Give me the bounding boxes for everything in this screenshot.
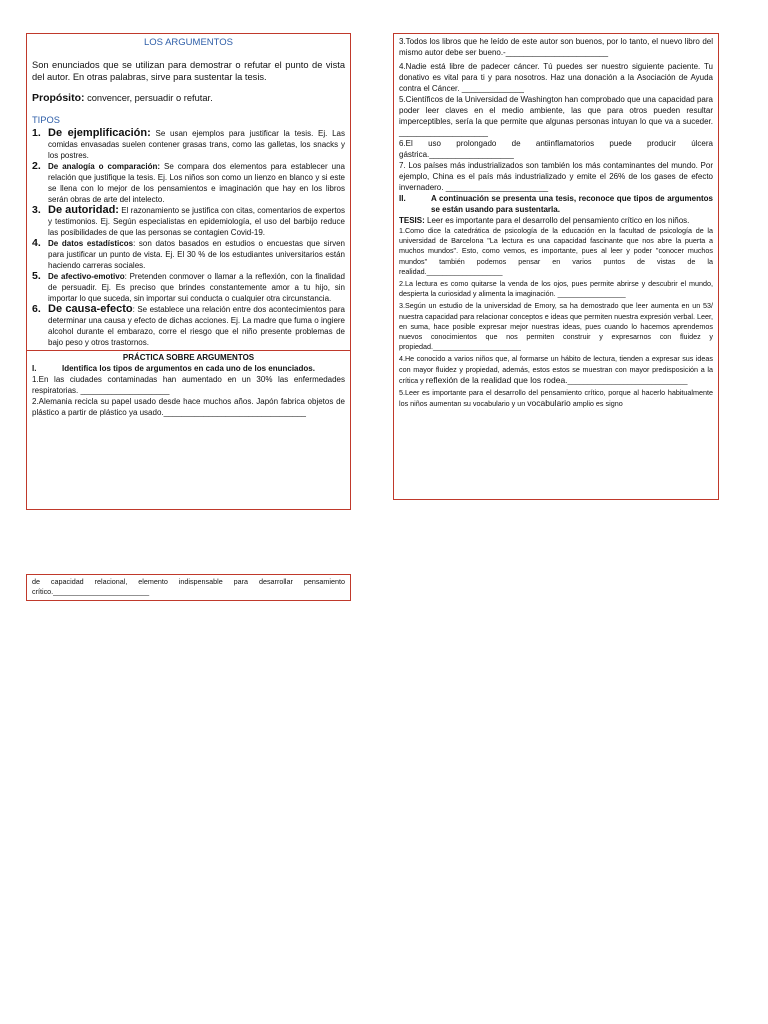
- tipo-item-3: [32, 205, 345, 238]
- tipo-name: De afectivo-emotivo: [48, 271, 125, 281]
- argument-4-part-b: reflexión de la realidad que los rodea.: [425, 374, 568, 385]
- tesis-text: Leer es importante para el desarrollo del pensamiento crítico en los niños.: [424, 216, 690, 225]
- tipo-text: : son datos basados en estudios o encuestas que sirven para justificar un punto de vista. Ej. El 30 % de los estudiantes universitarios están haciendo carreras sociales.: [48, 238, 346, 270]
- exercise-3: 3.Todos los libros que he leído de este autor son buenos, por lo tanto, el nuevo libro del mismo autor debe ser bueno.-_______________________: [399, 37, 713, 57]
- exercise-5: 5.Científicos de la Universidad de Washington han comprobado que una capacidad para poder leer claves en el medio ambiente, las que para otros pueden resultar imperceptibles, sería la que permite que algunas personas intuyan lo que va a suceder. ____________________: [399, 95, 713, 137]
- tipo-text: : Se establece una relación entre dos acontecimientos para determinar una causa y efecto de dichas acciones. Ej. La madre que fuma o ingiere alcohol durante el embarazo, corre el riesgo que el niño presente problemas de bajo peso y otros trastornos.: [48, 304, 345, 347]
- exercise-2: 2.Alemania recicla su papel usado desde hace muchos años. Japón fabrica objetos de plástico a partir de plástico ya usado.________________________________: [32, 396, 345, 417]
- tipo-text: El razonamiento se justifica con citas, comentarios de expertos y testimonios. Ej. Según especialistas en epidemiología, el uso del barbijo reduce las posibilidades de que las personas se contagien Covid-19.: [48, 205, 345, 237]
- section-ii-text: A continuación se presenta una tesis, reconoce que tipos de argumentos se están usando para sustentarla.: [431, 194, 713, 214]
- argument-2: 2.La lectura es como quitarse la venda de los ojos, pues permite abrirse y descubrir el mundo, despierta la curiosidad y alimenta la imaginación. _________________: [399, 279, 713, 299]
- argument-1: 1.Como dice la catedrática de psicología de la educación en la facultad de psicología de la universidad de Barcelona "La lectura es una capacidad fascinante que nos abre la puerta a muchos mundos". Esto, como vemos, es importante, pues al leer y poder "conocer muchos mundos" también podemos pensar en varios puntos de vistas de la realidad.___________________: [399, 226, 713, 276]
- page-title: LOS ARGUMENTOS: [143, 37, 234, 48]
- tipo-name: De ejemplificación:: [48, 126, 151, 139]
- exercise-7: 7. Los países más industrializados son también los más contaminantes del mundo. Por ejemplo, China es el país más industrializado y emite el 26% de los gases de efecto invernadero. _______________________: [399, 161, 713, 192]
- tipo-name: De causa-efecto: [48, 302, 133, 315]
- exercise-4: 4.Nadie está libre de padecer cáncer. Tú puedes ser nuestro siguiente paciente. Tu donativo es vital para ti y para nosotros. Haz una donación a la Asociación de Ayuda contra el Cáncer. ______________: [399, 62, 713, 93]
- tesis-line: [399, 215, 713, 226]
- practica-instruction: [32, 363, 345, 374]
- tipo-number: 1.: [32, 126, 41, 139]
- tipo-text: Se compara dos elementos para establecer una relación que justifique la tesis. Ej. Los niños son como un lienzo en blanco y si este se llena con lo mejor de los pensamientos e imaginación que hay en los libros serán obras de arte del intelecto.: [48, 161, 346, 204]
- practica-title: PRÁCTICA SOBRE ARGUMENTOS: [27, 350, 350, 363]
- section-ii-instruction: [399, 193, 713, 215]
- continuation-text: de capacidad relacional, elemento indispensable para desarrollar pensamiento crítico.________________________: [32, 577, 345, 597]
- proposito-line: [32, 92, 345, 104]
- argument-5-part-a: 5.Leer es importante para el desarrollo del pensamiento crítico, porque al hacerlo habitualmente los niños aumentan su vocabulario y un: [399, 388, 713, 409]
- tipo-number: 5.: [32, 269, 41, 282]
- argument-5-part-c: amplio es signo: [570, 399, 623, 409]
- tipos-heading: TIPOS: [32, 115, 60, 126]
- argument-5: [399, 388, 713, 409]
- argument-3: 3.Según un estudio de la universidad de Emory, sa ha demostrado que leer aumenta en un 53/ nuestra capacidad para relacionar conceptos e ideas que permiten nuestra expresión verbal. Leer, en suma, hace posible expresar mejor nuestras ideas, pues cuando lo hacemos aprendemos nuevos conocimientos que nos permiten construir y expresarnos con fluidez y propiedad.______________________: [399, 301, 713, 352]
- argument-4-blank: ______________________________: [567, 375, 688, 385]
- practica-instruction-text: Identifica los tipos de argumentos en cada uno de los enunciados.: [62, 363, 315, 373]
- continuation-box: [26, 574, 351, 601]
- tipo-item-2: [32, 161, 345, 205]
- tipo-name: De datos estadísticos: [48, 238, 134, 248]
- tipo-number: 6.: [32, 302, 41, 315]
- tipo-name: De autoridad:: [48, 203, 119, 216]
- exercise-1: 1.En las ciudades contaminadas han aumentado en un 30% las enfermedades respiratorias. ____________________: [32, 374, 345, 395]
- tipo-item-5: [32, 271, 345, 304]
- tipo-text: Se usan ejemplos para justificar la tesis. Ej. Las comidas envasadas suelen contener grasas trans, como las galletas, los snacks y los postres.: [48, 128, 345, 160]
- tipo-number: 3.: [32, 203, 41, 216]
- proposito-text: convencer, persuadir o refutar.: [84, 92, 213, 103]
- exercise-6: 6.El uso prolongado de antiinflamatorios puede producir úlcera gástrica.___________________: [399, 139, 713, 159]
- tipo-item-6: [32, 304, 345, 348]
- tipo-text: : Pretenden conmover o llamar a la reflexión, con la finalidad de persuadir. Ej. Es preciso que brindes constantemente amor a tu hijo, sin importar lo que suceda, sin importar sui conducta o cualquier otra circunstancia.: [48, 271, 345, 303]
- section-ii-roman: II.: [399, 194, 406, 203]
- tipo-name: De analogía o comparación:: [48, 161, 161, 171]
- argument-4-part-a: 4.He conocido a varios niños que, al formarse un hábito de lectura, tienden a expresar sus ideas con mayor fluidez y propiedad, además, estos estos se muestran con mayor predisposición a la crítica y: [399, 354, 713, 385]
- practica-roman: I.: [32, 363, 37, 373]
- tipo-number: 4.: [32, 236, 41, 249]
- tipo-item-4: [32, 238, 345, 271]
- right-page-box: [393, 33, 719, 500]
- argument-4: [399, 354, 713, 386]
- left-page-box: [26, 33, 351, 510]
- tipo-number: 2.: [32, 159, 41, 172]
- argument-5-part-b: vocabulario: [527, 398, 571, 409]
- tesis-label: TESIS:: [399, 216, 425, 225]
- proposito-label: Propósito:: [32, 91, 85, 104]
- tipo-item-1: [32, 128, 345, 161]
- intro-paragraph: Son enunciados que se utilizan para demostrar o refutar el punto de vista del autor. En otras palabras, sirve para sustentar la tesis.: [32, 60, 345, 83]
